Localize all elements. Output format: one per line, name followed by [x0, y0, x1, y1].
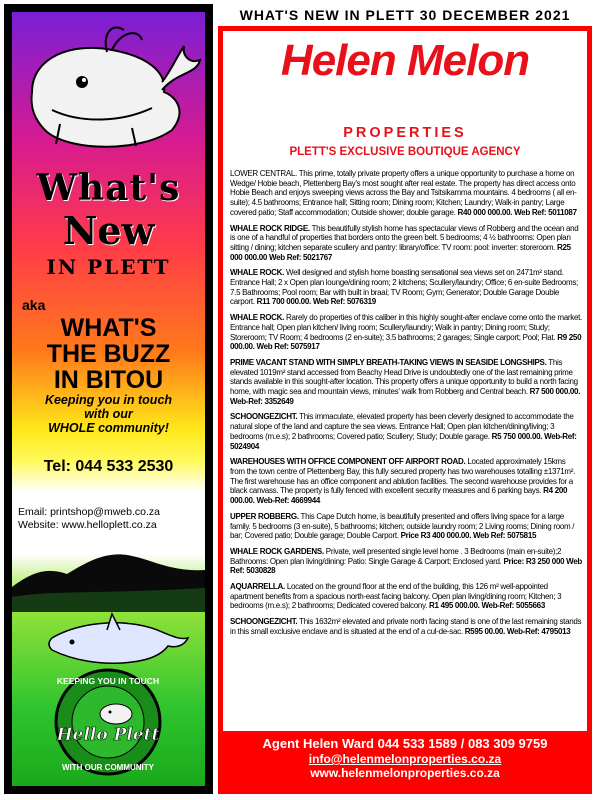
- whale-illustration: [12, 12, 205, 162]
- listing-price: R4 200 000.00. Web-Ref: 4669944: [230, 486, 568, 506]
- listing-body: Private, well presented single level home . 3 Bedrooms (main en-suite);2 Bathrooms: Open plan living/dining: Patio: Single Garage & Carport; Enclosed yard.: [230, 546, 562, 566]
- buzz-line-3: IN BITOU: [53, 366, 164, 394]
- listing-title: AQUARRELLA.: [230, 582, 285, 592]
- listing-price: R9 250 000.00. Web Ref: 5075917: [230, 332, 582, 352]
- listing-title: WHALE ROCK GARDENS.: [230, 546, 324, 556]
- listing-item: [230, 582, 582, 611]
- sidebar-telephone: Tel: 044 533 2530: [43, 458, 174, 475]
- listing-title: SCHOONGEZICHT.: [230, 412, 298, 422]
- listing-body: This beautifully stylish home has spectacular views of Robberg and the ocean and is one of a handful of properties that borders onto the green belt. 5 bedrooms; 4 ½ bathrooms: Open plan sitting / dining; kitchen separate scullery and pantry: library/office: TV room: pool: inverter: storeroom.: [230, 223, 579, 252]
- listing-body: This elevated 1019m² stand accessed from Beachy Head Drive is undoubtedly one of the last remaining prime stands available in this sought-after location. This property offers a unique opportunity to build a north facing home, with magic sea and mountain views, minutes' walk from Robberg and Central beach.: [230, 357, 578, 397]
- listing-price: R5 750 000.00. Web-Ref: 5024904: [230, 431, 577, 451]
- badge-top-text: KEEPING YOU IN TOUCH: [56, 676, 160, 686]
- sidebar-frame: [4, 4, 213, 794]
- sidebar-title-in-plett: IN PLETT: [46, 255, 171, 279]
- listings: [230, 169, 582, 643]
- brand-subtitle: PROPERTIES: [343, 125, 467, 141]
- listing-title: WAREHOUSES WITH OFFICE COMPONENT OFF AIRPORT ROAD.: [230, 457, 466, 467]
- listing-body: This 1632m² elevated and private north facing stand is one of the last remaining stands in this small exclusive enclave and is situated at the end of a cul-de-sac.: [230, 617, 582, 636]
- listing-item: [230, 313, 582, 352]
- brand-logo: Helen Melon: [280, 36, 530, 85]
- sidebar-buzz: [12, 315, 205, 393]
- sidebar-tagline: [12, 393, 205, 435]
- listing-title: WHALE ROCK.: [230, 313, 285, 323]
- listing-title: WHALE ROCK RIDGE.: [230, 223, 310, 233]
- listing-body: This Cape Dutch home, is beautifully presented and offers living space for a large family. 5 bedrooms (3 en-suite), 5 bathrooms; kitchen; outside laundry room; 2 Living rooms; Dining room / bar; Covered patio; Double garage; Double Carport.: [230, 511, 575, 541]
- footer: [218, 736, 592, 780]
- listing-item: [230, 169, 582, 218]
- listing-item: [230, 547, 582, 576]
- listing-body: Rarely do properties of this caliber in this highly sought-after enclave come onto the market. Entrance hall; Open plan kitchen/ living room; Scullery/laundry; Walk in pantry; Dining room; Study; Storeroom; TV Room; 4 bedrooms (2 en-suite); 3.5 bathrooms; 2 garages; Single carport; Pool; Flat.: [230, 313, 582, 342]
- footer-email-link[interactable]: info@helenmelonproperties.co.za: [308, 752, 502, 766]
- sidebar-contact: [18, 506, 160, 532]
- listing-price: R7 500 000.00. Web-Ref: 3352649: [230, 387, 581, 406]
- header: [218, 4, 592, 26]
- listing-title: PRIME VACANT STAND WITH SIMPLY BREATH-TAKING VIEWS IN SEASIDE LONGSHIPS.: [230, 357, 547, 367]
- listing-body: Well designed and stylish home boasting sensational sea views set on 2471m² stand. Entrance Hall; 2 x Open plan lounge/dining room; 2 kitchens; Scullery/laundry; Office; 6 en-suite Bedrooms; 7.5 Bathrooms; Pool room; Bar with built in braai; TV Room; Gym; Generator; Double Garage Double carport.: [230, 268, 578, 307]
- listing-title: SCHOONGEZICHT.: [230, 617, 298, 627]
- listing-title: WHALE ROCK.: [230, 268, 285, 278]
- listing-body: Located on the ground floor at the end of the building, this 126 m² well-appointed apartment benefits from a spacious north-east facing balcony. Open plan living/dining room; Kitchen; 3 bedrooms (m.e.s); 2 bathrooms; Dedicated covered balcony.: [230, 582, 562, 611]
- listing-price: R40 000 000.00. Web Ref: 5011087: [457, 207, 577, 217]
- listing-body: This immaculate, elevated property has been cleverly designed to accommodate the natural slope of the land and capture the sea views. Entrance Hall; Open plan kitchen/dining/living; 3 bedrooms (m.e.s); 2 bathrooms; Covered patio; Scullery; Study; Double garage.: [230, 412, 574, 441]
- listing-item: [230, 224, 582, 263]
- listing-price: Price: R3 250 000 Web Ref: 5030828: [230, 556, 583, 576]
- sidebar-email[interactable]: Email: printshop@mweb.co.za: [18, 506, 160, 518]
- listing-item: [230, 358, 582, 407]
- listing-price: R595 00.00. Web-Ref: 4795013: [464, 626, 571, 636]
- buzz-line-1: WHAT'S: [60, 314, 157, 342]
- agency-frame: [218, 26, 592, 794]
- sidebar-aka: aka: [22, 297, 46, 313]
- listing-price: Price R3 400 000.00. Web Ref: 5075815: [400, 531, 537, 541]
- listing-item: [230, 412, 582, 451]
- tagline-line-3: WHOLE community!: [48, 421, 169, 435]
- footer-website-link[interactable]: www.helenmelonproperties.co.za: [310, 766, 500, 780]
- listing-title: UPPER ROBBERG.: [230, 511, 299, 521]
- sidebar-panel: [12, 12, 205, 786]
- listing-item: [230, 268, 582, 307]
- hello-plett-badge: [12, 610, 205, 786]
- footer-agent: Agent Helen Ward 044 533 1589 / 083 309 9759: [262, 736, 548, 751]
- buzz-line-2: THE BUZZ: [46, 340, 171, 368]
- tagline-line-2: with our: [84, 407, 133, 421]
- sidebar-title-new: New: [62, 208, 155, 253]
- page-title: WHAT'S NEW IN PLETT 30 DECEMBER 2021: [239, 7, 571, 23]
- agency-panel: [223, 31, 587, 731]
- mountain-silhouette: [12, 542, 205, 612]
- badge-bottom-text: WITH OUR COMMUNITY: [62, 763, 154, 772]
- sidebar-website[interactable]: Website: www.helloplett.co.za: [18, 519, 157, 531]
- listing-body: Located approximately 15kms from the town centre of Plettenberg Bay, this fully secured property has two warehouses totalling ±1371m². The first warehouse has an office component and ablution facilities. The second warehouse provides for a black canvass. The property is fully fenced with excellent security measures and 6 parking bays.: [230, 457, 576, 496]
- badge-name-text: Hello Plett: [56, 725, 160, 745]
- agency-tagline: PLETT'S EXCLUSIVE BOUTIQUE AGENCY: [289, 146, 521, 158]
- listing-body: LOWER CENTRAL. This prime, totally private property offers a unique opportunity to purchase a home on Wedge/ Hobie beach, Plettenberg Bay's most sought after real estate. The property has direct access onto Hobie Beach and enjoys sweeping views across the Bay and Tsitsikamma mountains. 4 bedrooms ( all en-suite); 4.5 bathrooms; Entrance hall; Sitting room; Dining room; Kitchen; Laundry; Walk-in pantry; Large covered patio; Staff accommodation; Outside shower; double garage.: [230, 169, 577, 217]
- listing-item: [230, 457, 582, 506]
- listing-price: R11 700 000.00. Web Ref: 5076319: [256, 297, 376, 307]
- listing-item: [230, 512, 582, 541]
- tagline-line-1: Keeping you in touch: [44, 393, 173, 407]
- listing-price: R1 495 000.00. Web-Ref: 5055663: [429, 601, 545, 611]
- listing-item: [230, 617, 582, 636]
- listing-price: R25 000 000.00 Web Ref: 5021767: [230, 242, 571, 262]
- sidebar-title-whats: What's: [36, 167, 181, 209]
